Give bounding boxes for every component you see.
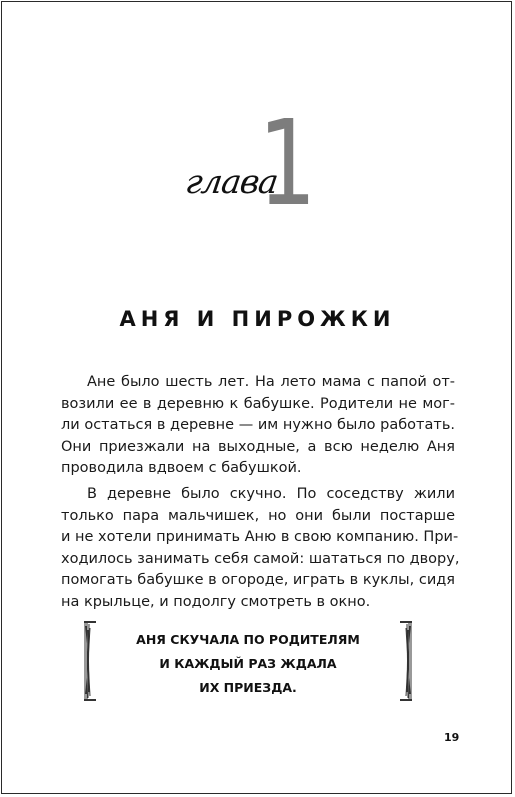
pull-quote-line: АНЯ СКУЧАЛА ПО РОДИТЕЛЯМ	[136, 632, 360, 647]
text-line: проводила вдвоем с бабушкой.	[61, 460, 302, 477]
pull-quote	[83, 620, 413, 702]
text-line: на крыльце, и подолгу смотреть в окно.	[61, 593, 371, 610]
chapter-word: глава	[183, 162, 280, 201]
text-line: помогать бабушке в огороде, играть в куклы, сидя	[61, 572, 455, 589]
body-text	[61, 372, 460, 618]
text-line: Ане было шесть лет. На лето мама с папой от-	[87, 374, 455, 390]
paragraph	[61, 484, 460, 614]
text-line: только пара мальчишек, но они были постарше	[61, 507, 455, 524]
right-bracket-icon	[399, 620, 413, 702]
pull-quote-line: ИХ ПРИЕЗДА.	[199, 680, 297, 695]
page-number: 19	[444, 731, 460, 744]
text-line: Они приезжали на выходные, а всю неделю Аня	[61, 438, 455, 455]
left-bracket-icon	[83, 620, 97, 702]
pull-quote-text	[97, 628, 399, 700]
text-line: ли остаться в деревне — им нужно было работать.	[61, 417, 455, 434]
paragraph	[61, 372, 455, 480]
pull-quote-line: И КАЖДЫЙ РАЗ ЖДАЛА	[159, 656, 337, 671]
text-line: возили ее в деревню к бабушке. Родители не мог-	[61, 395, 455, 412]
chapter-number: 1	[258, 94, 317, 232]
chapter-heading	[0, 94, 515, 232]
text-line: В деревне было скучно. По соседству жили	[87, 485, 455, 502]
text-line: и не хотели принимать Аню в свою компанию. При-	[61, 529, 459, 546]
text-line: ходилось занимать себя самой: шататься по двору,	[61, 550, 460, 567]
chapter-title: АНЯ И ПИРОЖКИ	[119, 307, 396, 331]
